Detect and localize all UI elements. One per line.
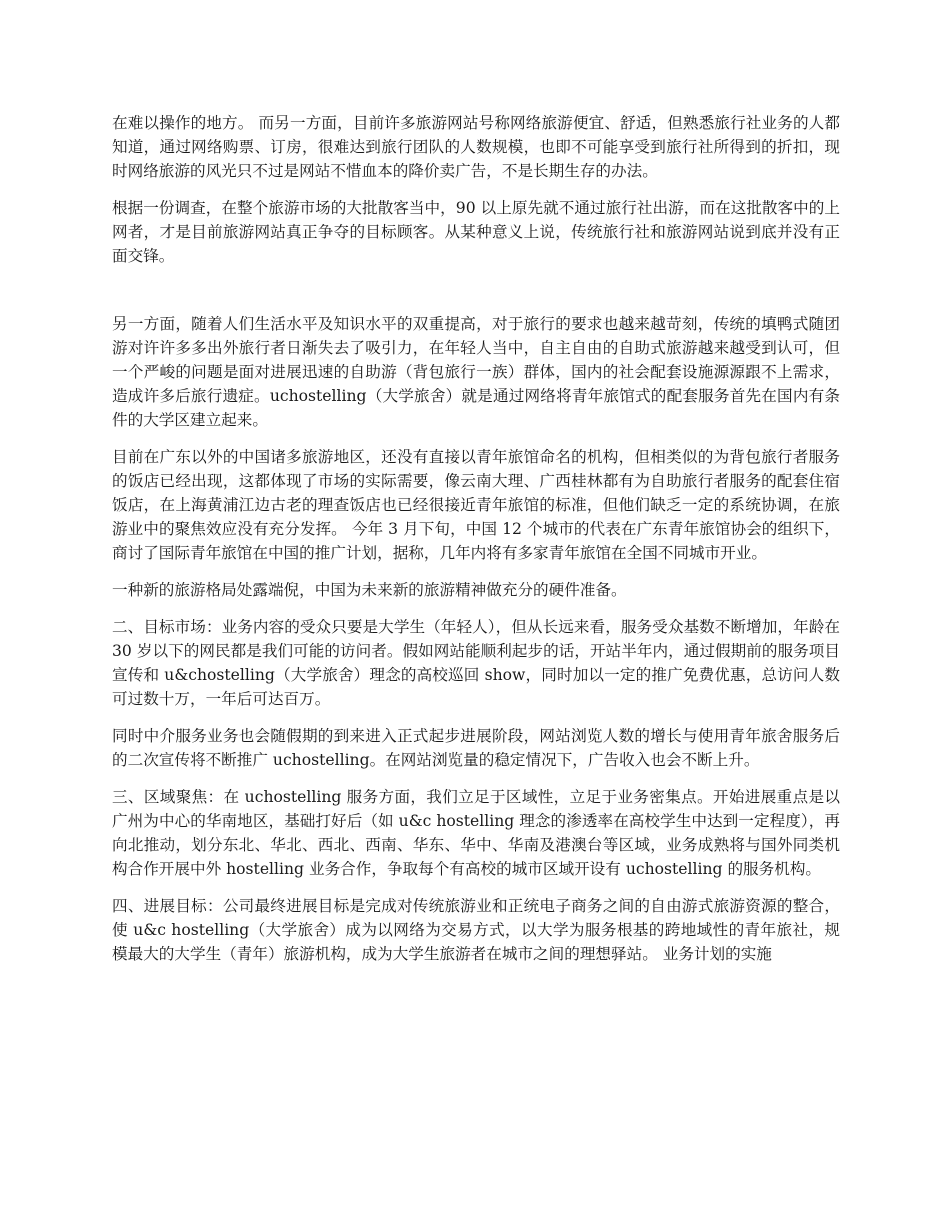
paragraph-hostel-market: 目前在广东以外的中国诸多旅游地区，还没有直接以青年旅馆命名的机构，但相类似的为背包旅行者服务的饭店已经出现，这都体现了市场的实际需要，像云南大理、广西桂林都有为自助旅行者服务的配套住宿饭店，在上海黄浦江边古老的理查饭店也已经很接近青年旅馆的标准，但他们缺乏一定的系统协调，在旅游业中的聚焦效应没有充分发挥。 今年 3 月下旬，中国 12 个城市的代表在广东青年旅馆协会的组织下，商讨了国际青年旅馆在中国的推广计划，据称，几年内将有多家青年旅馆在全国不同城市开业。 [112, 448, 840, 562]
document-page [112, 111, 840, 979]
paragraph-target-market: 二、目标市场：业务内容的受众只要是大学生（年轻人），但从长远来看，服务受众基数不断增加，年龄在 30 岁以下的网民都是我们可能的访问者。假如网站能顺利起步的话，开站半年内，通过假期前的服务项目宣传和 u&chostelling（大学旅舍）理念的高校巡回 show，同时加以一定的推广免费优惠，总访问人数可过数十万，一年后可达百万。 [112, 618, 840, 708]
paragraph-new-pattern: 一种新的旅游格局处露端倪，中国为未来新的旅游精神做充分的硬件准备。 [112, 581, 627, 599]
paragraph-backpacker-demand: 另一方面，随着人们生活水平及知识水平的双重提高，对于旅行的要求也越来越苛刻，传统的填鸭式随团游对许许多多出外旅行者日渐失去了吸引力，在年轻人当中，自主自由的自助式旅游越来越受到认可，但一个严峻的问题是面对进展迅速的自助游（背包旅行一族）群体，国内的社会配套设施源源跟不上需求，造成许多后旅行遗症。uchostelling（大学旅舍）就是通过网络将青年旅馆式的配套服务首先在国内有条件的大学区建立起来。 [112, 315, 840, 429]
paragraph-development-goal: 四、进展目标：公司最终进展目标是完成对传统旅游业和正统电子商务之间的自由游式旅游资源的整合，使 u&c hostelling（大学旅舍）成为以网络为交易方式，以大学为服务根基的跨地域性的青年旅社，规模最大的大学生（青年）旅游机构，成为大学生旅游者在城市之间的理想驿站。 业务计划的实施 [112, 897, 840, 963]
paragraph-regional-focus: 三、区域聚焦：在 uchostelling 服务方面，我们立足于区域性，立足于业务密集点。开始进展重点是以广州为中心的华南地区，基础打好后（如 u&c hostelling 理念的渗透率在高校学生中达到一定程度），再向北推动，划分东北、华北、西北、西南、华东、华中、华南及港澳台等区域，业务成熟将与国外同类机构合作开展中外 hostelling 业务合作，争取每个有高校的城市区域开设有 uchostelling 的服务机构。 [112, 788, 840, 878]
paragraph-online-travel-discount: 在难以操作的地方。 而另一方面，目前许多旅游网站号称网络旅游便宜、舒适，但熟悉旅行社业务的人都知道，通过网络购票、订房，很难达到旅行团队的人数规模，也即不可能享受到旅行社所得到的折扣，现时网络旅游的风光只不过是网站不惜血本的降价卖广告，不是长期生存的办法。 [112, 114, 840, 180]
paragraph-agency-service: 同时中介服务业务也会随假期的到来进入正式起步进展阶段，网站浏览人数的增长与使用青年旅舍服务后的二次宣传将不断推广 uchostelling。在网站浏览量的稳定情况下，广告收入也会不断上升。 [112, 727, 840, 769]
paragraph-survey: 根据一份调查，在整个旅游市场的大批散客当中，90 以上原先就不通过旅行社出游，而在这批散客中的上网者，才是目前旅游网站真正争夺的目标顾客。从某种意义上说，传统旅行社和旅游网站说到底并没有正面交锋。 [112, 199, 840, 265]
